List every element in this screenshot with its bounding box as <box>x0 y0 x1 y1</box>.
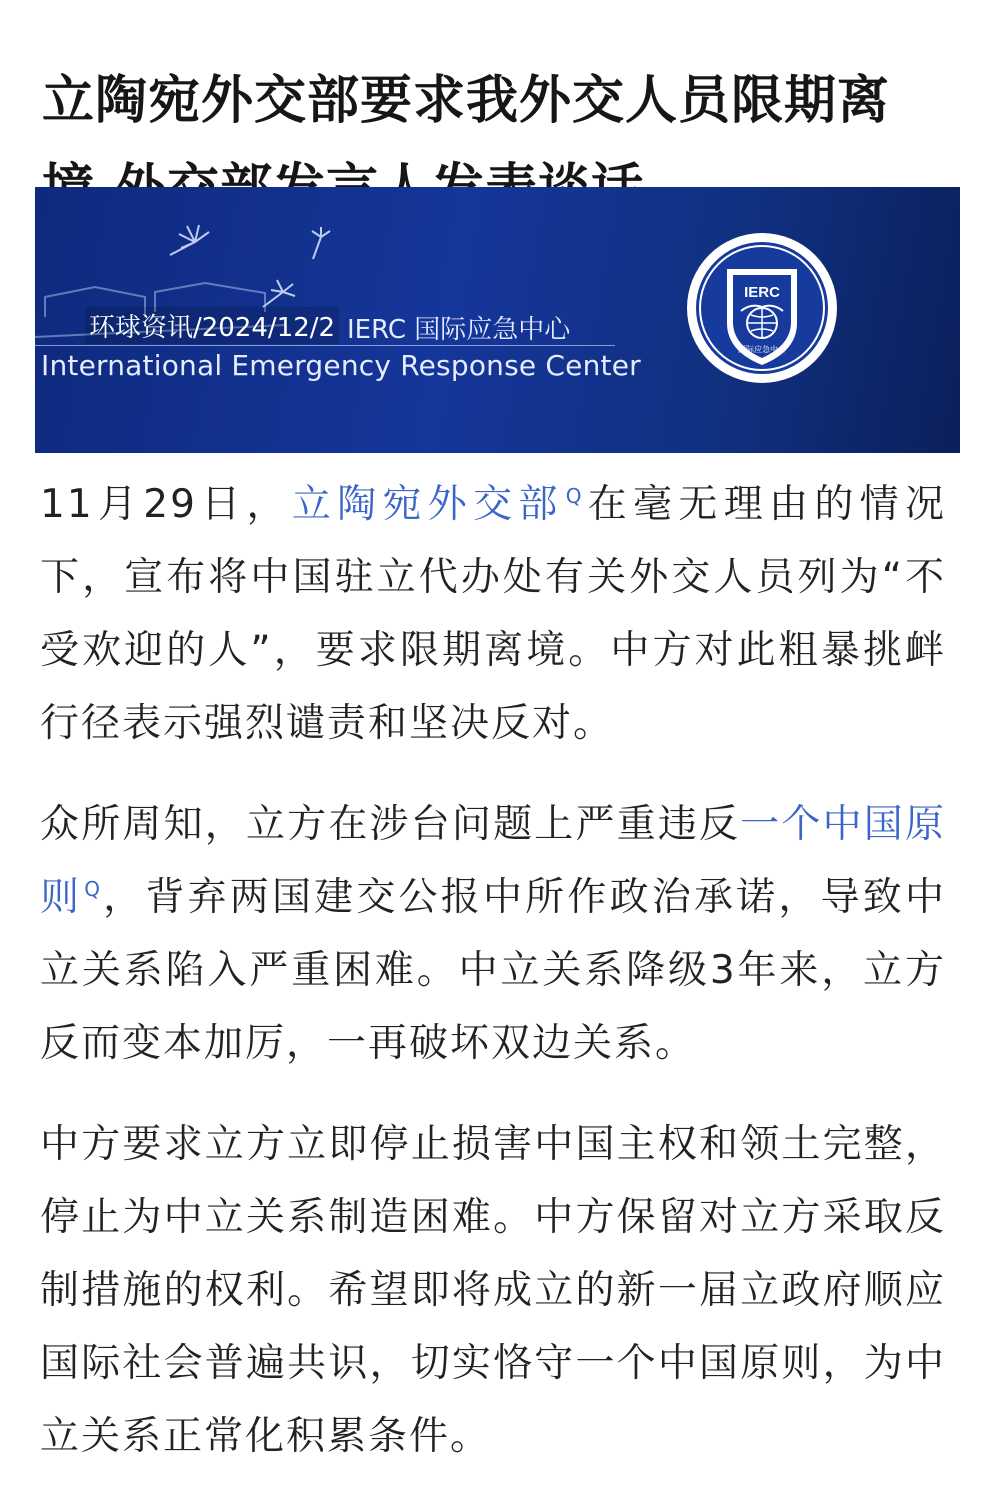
search-icon[interactable]: Q <box>84 877 102 901</box>
one-china-principle-link[interactable]: 一个中国原则 $^Q$ <box>40 802 946 920</box>
paragraph-1: 11月29日，立陶宛外交部 $^Q$在毫无理由的情况下，宣布将中国驻立代办处有关外交人员列为“不受欢迎的人”，要求限期离境。中方对此粗暴挑衅行径表示强烈谴责和坚决反对。 <box>40 482 946 746</box>
search-icon[interactable]: Q <box>565 484 584 508</box>
org-name-cn: IERC 国际应急中心 <box>347 315 571 345</box>
svg-text:IERC: IERC <box>744 284 780 301</box>
article-body <box>40 468 946 1501</box>
source-date-label: 环球资讯/2024/12/2 <box>85 307 339 344</box>
ierc-emblem-logo <box>685 231 839 385</box>
emblem-caption: 国际应急中心 <box>738 345 786 354</box>
org-name-en: International Emergency Response Center <box>41 349 641 382</box>
paragraph-3: 中方要求立方立即停止损害中国主权和领土完整，停止为中立关系制造困难。中方保留对立方采取反制措施的权利。希望即将成立的新一届立政府顺应国际社会普遍共识，切实恪守一个中国原则，为中立关系正常化积累条件。 <box>40 1122 946 1459</box>
paragraph-2: 众所周知，立方在涉台问题上严重违反一个中国原则 $^Q$，背弃两国建交公报中所作政治承诺，导致中立关系陷入严重困难。中立关系降级3年来，立方反而变本加厉，一再破坏双边关系。 <box>40 802 946 1066</box>
banner-image <box>35 187 960 453</box>
article-title: 立陶宛外交部要求我外交人员限期离 <box>42 70 891 131</box>
lithuania-mfa-link[interactable]: 立陶宛外交部 $^Q$ <box>291 482 584 527</box>
